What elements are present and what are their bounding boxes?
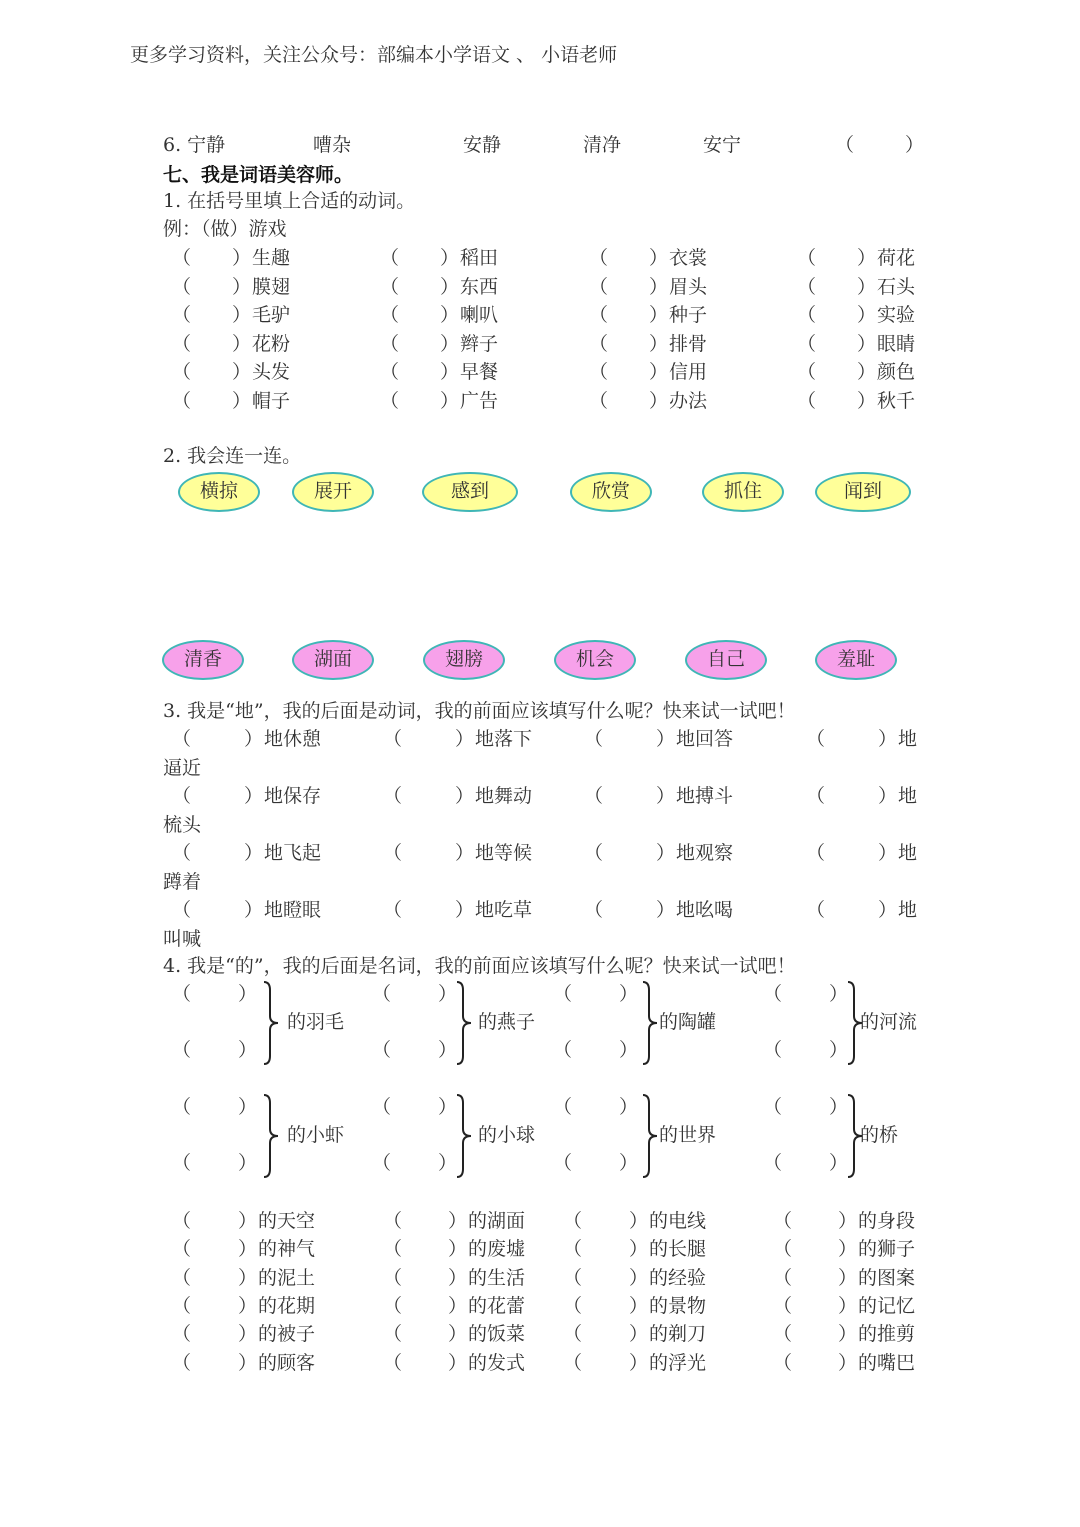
- blank-open-paren: （: [383, 899, 403, 921]
- p4-title: 4. 我是“的”，我的后面是名词，我的前面应该填写什么呢？快来试一试吧！: [163, 955, 796, 977]
- blank-open-paren: （: [563, 1294, 583, 1317]
- blank-open-paren: （: [563, 1210, 583, 1232]
- word-item: 的泥土: [258, 1266, 316, 1289]
- right-brace-icon: [262, 980, 284, 1066]
- blank-open-paren: （: [172, 1323, 192, 1346]
- q6-word: 清净: [583, 134, 622, 156]
- blank-open-paren: （: [553, 1096, 573, 1118]
- blank-close-paren: ）: [448, 1210, 468, 1232]
- blank-open-paren: （: [584, 842, 604, 864]
- page-header: 更多学习资料，关注公众号：部编本小学语文 、 小语老师: [130, 44, 618, 66]
- blank-close-paren: ）: [629, 1266, 649, 1289]
- blank-close-paren: ）: [878, 842, 898, 864]
- blank-close-paren: ）: [448, 1323, 468, 1346]
- word-item: 帽子: [252, 389, 291, 412]
- blank-close-paren: ）: [838, 1210, 858, 1232]
- blank-close-paren: ）: [440, 304, 460, 326]
- blank-close-paren: ）: [857, 247, 877, 269]
- word-item: 地吆喝: [676, 899, 734, 921]
- word-item: 早餐: [460, 361, 499, 383]
- blank-close-paren: ）: [232, 332, 252, 355]
- word-item: 的图案: [858, 1266, 916, 1289]
- word-item-wrap: 逼近: [163, 757, 202, 779]
- blank-open-paren: （: [172, 275, 192, 298]
- blank-open-paren: （: [383, 1294, 403, 1317]
- blank-open-paren: （: [383, 1266, 403, 1289]
- blank-close-paren: ）: [238, 1238, 258, 1261]
- blank-close-paren: ）: [238, 1294, 258, 1317]
- blank-open-paren: （: [773, 1210, 793, 1232]
- connect-top-oval[interactable]: [178, 472, 260, 512]
- blank-close-paren: ）: [455, 785, 475, 807]
- blank-close-paren: ）: [440, 361, 460, 383]
- word-item: 地回答: [676, 728, 734, 750]
- blank-open-paren: （: [563, 1238, 583, 1261]
- blank-close-paren: ）: [656, 728, 676, 750]
- blank-open-paren: （: [563, 1323, 583, 1346]
- blank-close-paren: ）: [629, 1210, 649, 1232]
- oval-label: 清香: [183, 648, 222, 670]
- blank-close-paren: ）: [878, 785, 898, 807]
- blank-open-paren: （: [563, 1351, 583, 1374]
- section-7-title: 七、我是词语美容师。: [163, 164, 354, 186]
- blank-close-paren: ）: [649, 332, 669, 355]
- word-item: 的记忆: [858, 1294, 916, 1317]
- blank-close-paren: ）: [238, 1266, 258, 1289]
- blank-open-paren: （: [589, 304, 609, 326]
- blank-open-paren: （: [172, 842, 192, 864]
- blank-close-paren: ）: [649, 247, 669, 269]
- blank-open-paren: （: [172, 983, 192, 1005]
- blank-close-paren: ）: [878, 728, 898, 750]
- blank-open-paren: （: [806, 785, 826, 807]
- blank-close-paren: ）: [244, 785, 264, 807]
- blank-close-paren: ）: [857, 389, 877, 412]
- blank-open-paren: （: [806, 842, 826, 864]
- word-item: 的燕子: [478, 1011, 536, 1033]
- word-item: 地保存: [264, 785, 322, 807]
- blank-close-paren: ）: [440, 332, 460, 355]
- blank-close-paren: ）: [857, 275, 877, 298]
- blank-open-paren: （: [797, 247, 817, 269]
- blank-open-paren: （: [380, 332, 400, 355]
- blank-open-paren: （: [553, 1152, 573, 1174]
- blank-close-paren: ）: [619, 1039, 639, 1061]
- blank-open-paren: （: [806, 899, 826, 921]
- blank-open-paren: （: [172, 1039, 192, 1061]
- word-item: 喇叭: [460, 304, 499, 326]
- word-item: 的羽毛: [287, 1011, 345, 1033]
- word-item: 信用: [669, 361, 708, 383]
- blank-open-paren: （: [383, 728, 403, 750]
- word-item: 办法: [669, 389, 708, 412]
- blank-close-paren: ）: [619, 983, 639, 1005]
- word-item: 生趣: [252, 247, 291, 269]
- right-brace-icon: [455, 1093, 477, 1179]
- q6-label: 6. 宁静: [163, 134, 226, 156]
- blank-open-paren: （: [172, 1294, 192, 1317]
- word-item: 毛驴: [252, 304, 291, 326]
- connect-bottom-oval[interactable]: [292, 640, 374, 680]
- blank-open-paren: （: [172, 1096, 192, 1118]
- word-item: 荷花: [877, 247, 916, 269]
- blank-close-paren: ）: [829, 983, 849, 1005]
- blank-open-paren: （: [383, 1210, 403, 1232]
- blank-open-paren: （: [383, 1323, 403, 1346]
- blank-open-paren: （: [380, 247, 400, 269]
- blank-close-paren: ）: [244, 842, 264, 864]
- blank-close-paren: ）: [455, 728, 475, 750]
- blank-close-paren: ）: [440, 275, 460, 298]
- blank-open-paren: （: [553, 983, 573, 1005]
- blank-close-paren: ）: [232, 275, 252, 298]
- word-item: 的花期: [258, 1294, 316, 1317]
- blank-open-paren: （: [380, 275, 400, 298]
- blank-open-paren: （: [172, 785, 192, 807]
- blank-open-paren: （: [172, 1210, 192, 1232]
- blank-open-paren: （: [380, 361, 400, 383]
- blank-close-paren: ）: [238, 1152, 258, 1174]
- word-item: 东西: [460, 275, 499, 298]
- oval-label: 欣赏: [591, 480, 630, 502]
- word-item: 花粉: [252, 332, 291, 355]
- word-item: 广告: [460, 389, 499, 412]
- word-item: 地飞起: [264, 842, 322, 864]
- blank-open-paren: （: [380, 304, 400, 326]
- word-item: 辫子: [460, 332, 499, 355]
- connect-bottom-oval[interactable]: [423, 640, 505, 680]
- blank-close-paren: ）: [448, 1294, 468, 1317]
- p1-example: 例：（做）游戏: [163, 218, 287, 240]
- blank-close-paren: ）: [438, 1039, 458, 1061]
- word-item: 的发式: [468, 1351, 526, 1374]
- word-item: 的废墟: [468, 1238, 526, 1261]
- blank-close-paren: ）: [448, 1238, 468, 1261]
- blank-open-paren: （: [763, 983, 783, 1005]
- blank-close-paren: ）: [244, 899, 264, 921]
- oval-label: 闻到: [843, 480, 882, 502]
- p1-title: 1. 在括号里填上合适的动词。: [163, 190, 416, 212]
- oval-label: 羞耻: [836, 648, 875, 670]
- connect-top-oval[interactable]: [422, 472, 518, 512]
- blank-close-paren: ）: [857, 304, 877, 326]
- connect-bottom-oval[interactable]: [815, 640, 897, 680]
- word-item: 衣裳: [669, 247, 708, 269]
- blank-close-paren: ）: [619, 1152, 639, 1174]
- q6-close-paren: ）: [905, 134, 925, 156]
- blank-open-paren: （: [773, 1351, 793, 1374]
- blank-close-paren: ）: [829, 1096, 849, 1118]
- blank-open-paren: （: [773, 1294, 793, 1317]
- blank-open-paren: （: [589, 275, 609, 298]
- oval-label: 湖面: [313, 648, 352, 670]
- word-item: 地: [898, 785, 918, 807]
- word-item: 头发: [252, 361, 291, 383]
- blank-close-paren: ）: [656, 899, 676, 921]
- blank-close-paren: ）: [238, 1096, 258, 1118]
- p3-title: 3. 我是“地”，我的后面是动词，我的前面应该填写什么呢？快来试一试吧！: [163, 700, 796, 722]
- word-item: 的桥: [860, 1124, 899, 1146]
- word-item: 地舞动: [475, 785, 533, 807]
- word-item: 的陶罐: [659, 1011, 717, 1033]
- q6-word: 安静: [463, 134, 502, 156]
- blank-close-paren: ）: [649, 361, 669, 383]
- connect-top-oval[interactable]: [702, 472, 784, 512]
- blank-close-paren: ）: [455, 842, 475, 864]
- word-item: 的神气: [258, 1238, 316, 1261]
- word-item: 的饭菜: [468, 1323, 526, 1346]
- blank-close-paren: ）: [238, 1210, 258, 1232]
- p2-title: 2. 我会连一连。: [163, 445, 302, 467]
- word-item: 的电线: [649, 1210, 707, 1232]
- word-item: 的小球: [478, 1124, 536, 1146]
- blank-close-paren: ）: [656, 785, 676, 807]
- blank-open-paren: （: [172, 304, 192, 326]
- blank-close-paren: ）: [232, 304, 252, 326]
- blank-open-paren: （: [172, 1238, 192, 1261]
- blank-close-paren: ）: [440, 247, 460, 269]
- blank-open-paren: （: [589, 389, 609, 412]
- blank-open-paren: （: [589, 247, 609, 269]
- q6-open-paren: （: [835, 134, 855, 156]
- word-item: 的嘴巴: [858, 1351, 916, 1374]
- blank-open-paren: （: [383, 1238, 403, 1261]
- blank-close-paren: ）: [656, 842, 676, 864]
- word-item: 眼睛: [877, 332, 916, 355]
- blank-close-paren: ）: [629, 1351, 649, 1374]
- blank-open-paren: （: [172, 728, 192, 750]
- blank-open-paren: （: [797, 304, 817, 326]
- blank-close-paren: ）: [238, 1039, 258, 1061]
- blank-close-paren: ）: [629, 1238, 649, 1261]
- word-item: 秋千: [877, 389, 916, 412]
- blank-open-paren: （: [172, 899, 192, 921]
- blank-open-paren: （: [763, 1096, 783, 1118]
- blank-close-paren: ）: [440, 389, 460, 412]
- blank-open-paren: （: [372, 983, 392, 1005]
- blank-open-paren: （: [172, 389, 192, 412]
- blank-close-paren: ）: [438, 1152, 458, 1174]
- oval-label: 展开: [313, 480, 352, 502]
- blank-open-paren: （: [589, 332, 609, 355]
- word-item-wrap: 蹲着: [163, 871, 202, 893]
- blank-close-paren: ）: [232, 361, 252, 383]
- word-item-wrap: 梳头: [163, 814, 202, 836]
- oval-label: 自己: [706, 648, 745, 670]
- blank-close-paren: ）: [829, 1152, 849, 1174]
- connect-top-oval[interactable]: [292, 472, 374, 512]
- blank-open-paren: （: [383, 842, 403, 864]
- word-item: 的剃刀: [649, 1323, 707, 1346]
- q6-word: 安宁: [703, 134, 742, 156]
- word-item: 实验: [877, 304, 916, 326]
- blank-open-paren: （: [584, 785, 604, 807]
- blank-close-paren: ）: [232, 247, 252, 269]
- blank-close-paren: ）: [619, 1096, 639, 1118]
- blank-open-paren: （: [584, 899, 604, 921]
- oval-label: 抓住: [723, 480, 762, 502]
- blank-close-paren: ）: [838, 1323, 858, 1346]
- connect-top-oval[interactable]: [815, 472, 911, 512]
- connect-bottom-oval[interactable]: [162, 640, 244, 680]
- blank-close-paren: ）: [649, 304, 669, 326]
- word-item: 膜翅: [252, 275, 291, 298]
- blank-open-paren: （: [584, 728, 604, 750]
- word-item: 的被子: [258, 1323, 316, 1346]
- word-item: 地等候: [475, 842, 533, 864]
- blank-open-paren: （: [773, 1323, 793, 1346]
- blank-open-paren: （: [806, 728, 826, 750]
- word-item: 排骨: [669, 332, 708, 355]
- right-brace-icon: [262, 1093, 284, 1179]
- connect-top-oval[interactable]: [570, 472, 652, 512]
- oval-label: 翅膀: [444, 648, 483, 670]
- blank-open-paren: （: [380, 389, 400, 412]
- blank-open-paren: （: [763, 1152, 783, 1174]
- q6-word: 嘈杂: [313, 134, 352, 156]
- word-item: 的经验: [649, 1266, 707, 1289]
- word-item: 的顾客: [258, 1351, 316, 1374]
- blank-open-paren: （: [172, 247, 192, 269]
- blank-close-paren: ）: [829, 1039, 849, 1061]
- blank-close-paren: ）: [649, 389, 669, 412]
- word-item: 的河流: [860, 1011, 918, 1033]
- blank-open-paren: （: [172, 1351, 192, 1374]
- word-item: 的湖面: [468, 1210, 526, 1232]
- oval-label: 感到: [450, 480, 489, 502]
- blank-close-paren: ）: [455, 899, 475, 921]
- blank-open-paren: （: [589, 361, 609, 383]
- blank-close-paren: ）: [629, 1294, 649, 1317]
- word-item: 的推剪: [858, 1323, 916, 1346]
- blank-close-paren: ）: [857, 361, 877, 383]
- word-item: 地: [898, 842, 918, 864]
- word-item: 的浮光: [649, 1351, 707, 1374]
- right-brace-icon: [455, 980, 477, 1066]
- connect-bottom-oval[interactable]: [554, 640, 636, 680]
- word-item: 颜色: [877, 361, 916, 383]
- blank-open-paren: （: [563, 1266, 583, 1289]
- blank-open-paren: （: [383, 1351, 403, 1374]
- blank-open-paren: （: [773, 1238, 793, 1261]
- oval-label: 机会: [575, 648, 614, 670]
- blank-open-paren: （: [372, 1152, 392, 1174]
- word-item: 的狮子: [858, 1238, 916, 1261]
- word-item: 的世界: [659, 1124, 717, 1146]
- blank-open-paren: （: [797, 361, 817, 383]
- word-item: 地瞪眼: [264, 899, 322, 921]
- blank-close-paren: ）: [438, 1096, 458, 1118]
- word-item: 的天空: [258, 1210, 316, 1232]
- blank-close-paren: ）: [857, 332, 877, 355]
- blank-close-paren: ）: [878, 899, 898, 921]
- word-item: 的景物: [649, 1294, 707, 1317]
- blank-close-paren: ）: [838, 1351, 858, 1374]
- blank-close-paren: ）: [244, 728, 264, 750]
- blank-open-paren: （: [172, 332, 192, 355]
- blank-open-paren: （: [773, 1266, 793, 1289]
- word-item: 的生活: [468, 1266, 526, 1289]
- blank-open-paren: （: [372, 1096, 392, 1118]
- blank-close-paren: ）: [838, 1238, 858, 1261]
- word-item: 的小虾: [287, 1124, 345, 1146]
- blank-close-paren: ）: [238, 983, 258, 1005]
- word-item: 石头: [877, 275, 916, 298]
- blank-open-paren: （: [797, 332, 817, 355]
- blank-close-paren: ）: [838, 1266, 858, 1289]
- word-item: 地搏斗: [676, 785, 734, 807]
- blank-close-paren: ）: [232, 389, 252, 412]
- blank-close-paren: ）: [838, 1294, 858, 1317]
- word-item: 地落下: [475, 728, 533, 750]
- word-item: 的长腿: [649, 1238, 707, 1261]
- word-item: 稻田: [460, 247, 499, 269]
- blank-open-paren: （: [172, 1266, 192, 1289]
- blank-open-paren: （: [797, 275, 817, 298]
- word-item: 的花蕾: [468, 1294, 526, 1317]
- blank-close-paren: ）: [438, 983, 458, 1005]
- oval-label: 横掠: [199, 480, 238, 502]
- word-item: 地: [898, 899, 918, 921]
- word-item: 地观察: [676, 842, 734, 864]
- blank-open-paren: （: [372, 1039, 392, 1061]
- word-item: 地休憩: [264, 728, 322, 750]
- blank-open-paren: （: [172, 361, 192, 383]
- blank-close-paren: ）: [238, 1323, 258, 1346]
- word-item: 眉头: [669, 275, 708, 298]
- blank-close-paren: ）: [448, 1266, 468, 1289]
- blank-open-paren: （: [383, 785, 403, 807]
- blank-open-paren: （: [763, 1039, 783, 1061]
- blank-close-paren: ）: [649, 275, 669, 298]
- word-item: 地吃草: [475, 899, 533, 921]
- word-item: 地: [898, 728, 918, 750]
- blank-close-paren: ）: [448, 1351, 468, 1374]
- word-item: 种子: [669, 304, 708, 326]
- blank-open-paren: （: [172, 1152, 192, 1174]
- blank-open-paren: （: [553, 1039, 573, 1061]
- word-item: 的身段: [858, 1210, 916, 1232]
- blank-open-paren: （: [797, 389, 817, 412]
- connect-bottom-oval[interactable]: [685, 640, 767, 680]
- blank-close-paren: ）: [238, 1351, 258, 1374]
- word-item-wrap: 叫喊: [163, 928, 202, 950]
- blank-close-paren: ）: [629, 1323, 649, 1346]
